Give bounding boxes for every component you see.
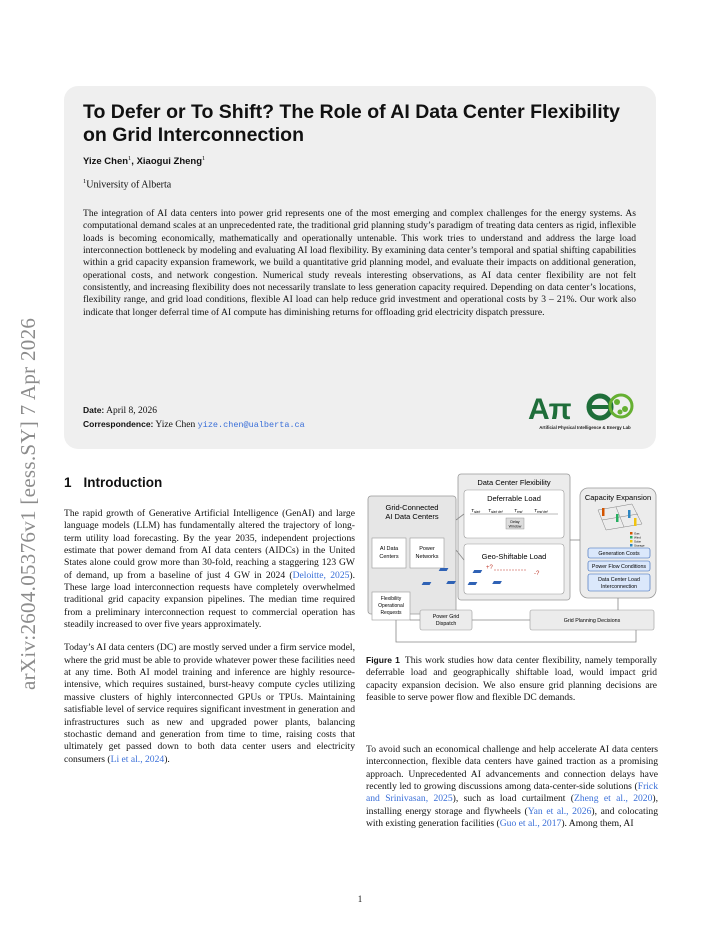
legend-swatch bbox=[630, 536, 633, 539]
paragraph-text: ), installing energy storage and flywheels ( bbox=[366, 793, 658, 817]
t-end-symbol: T bbox=[514, 509, 517, 514]
grid-connected-title: Grid-Connected bbox=[385, 503, 439, 512]
grid-connected-title: AI Data Centers bbox=[385, 512, 439, 521]
paragraph-text: ). Among them, AI bbox=[561, 818, 634, 830]
capacity-expansion-title: Capacity Expansion bbox=[584, 493, 652, 502]
t-start-symbol: T bbox=[471, 509, 474, 514]
author-name: Xiaogui Zheng bbox=[136, 156, 203, 168]
paragraph-text: Today’s AI data centers (DC) are mostly served under a firm service model, where the grid must be able to provide whatever power these facilities need at any time. Both AI model training and inference are highly resource-intensive, which requires sustained, burst-heavy compute cycles utilizing massive clusters of highly interconnected GPUs or TPUs. Maintaining satisfiable level of service requires significant investment in generation and infrastructures such as new and upgraded power plants, balancing stochastic demand and generation from time to time, raising costs that ultimately get passed down to both data center users and electricity consumers ( bbox=[64, 642, 355, 765]
legend-label: Storage bbox=[634, 543, 645, 548]
figure-1-diagram bbox=[366, 470, 658, 645]
affiliation-name: University of Alberta bbox=[86, 179, 172, 191]
affiliation bbox=[83, 178, 171, 190]
logo-wordmark: Aπ bbox=[528, 393, 571, 426]
t-end-def-sub: end def bbox=[536, 510, 548, 514]
intro-paragraph-2 bbox=[64, 642, 355, 765]
paragraph-text: To avoid such an economical challenge and help accelerate AI data centers interconnection, flexible data centers have gained traction as a promising approach. Unprecedented AI advancements and connection delays have recently led to growing discussions among data-center-side solutions ( bbox=[366, 744, 658, 793]
date-value: April 8, 2026 bbox=[106, 406, 158, 416]
page-number: 1 bbox=[357, 894, 363, 904]
logo-node-icon bbox=[618, 410, 623, 415]
section-heading bbox=[64, 475, 162, 490]
flexibility-requests-label: Flexibility bbox=[380, 596, 402, 602]
t-end-def-symbol: T bbox=[534, 509, 537, 514]
grid-planning-decisions-label: Grid Planning Decisions bbox=[563, 618, 621, 624]
t-start-sub: start bbox=[473, 510, 481, 514]
figure-label: Figure 1 bbox=[366, 655, 400, 665]
power-grid-dispatch-label: Power Grid bbox=[432, 614, 460, 620]
t-start-def-symbol: T bbox=[488, 509, 491, 514]
figure-1-caption bbox=[366, 654, 657, 704]
intro-paragraph-3 bbox=[366, 744, 658, 830]
date-label: Date: bbox=[83, 405, 105, 415]
paragraph-text: ), and colocating with existing generation facilities ( bbox=[366, 805, 658, 830]
citation-link[interactable]: Frick and Srinivasan, 2025 bbox=[366, 781, 658, 805]
gen-bar-icon bbox=[616, 514, 619, 522]
paragraph-text: ), such as load curtailment ( bbox=[452, 793, 574, 805]
legend-label: Gas bbox=[634, 531, 640, 536]
shift-plus-marker: +? bbox=[486, 565, 493, 571]
intro-paragraph-1 bbox=[64, 508, 355, 631]
power-networks-label: Networks bbox=[415, 554, 439, 560]
section-title: Introduction bbox=[83, 475, 163, 490]
author-list: Yize Chen$^1$, Xiaogui Zheng$^1$ bbox=[83, 155, 206, 168]
right-column bbox=[366, 744, 658, 830]
section-number: 1 bbox=[64, 475, 72, 490]
citation-link[interactable]: Deloitte, 2025 bbox=[292, 569, 350, 581]
abstract: The integration of AI data centers into power grid represents one of the most emerging and complex challenges for the energy systems. As computational demand scales at an unprecedented rate, the traditional grid planning study’s paradigm of treating data centers as rigid, inflexible loads is becoming economically, mathematically and operationally untenable. This work tries to understand and address the large load interconnection bottleneck by modeling and evaluating AI load flexibility. By examining data center’s temporal and spatial shifting capabilities within a grid capacity expansion framework, we build a quantitative grid planning model, and evaluate their impacts on additional generation, operational costs, and network congestion. Numerical study reveals interesting observations, as AI data center flexibility are not felt consistently, and increasing flexibility does not necessarily translate to less generation capacity required. Depending on data center’s locations, flexibility range, and grid load conditions, flexible AI load can help reduce grid investment and operational costs by 3 – 21%. Our work also indicate that longer deferral time of AI compute has diminishing returns for offloading grid electricity dispatch pressure. bbox=[83, 208, 636, 318]
power-grid-dispatch-label: Dispatch bbox=[435, 621, 457, 627]
logo-node-icon bbox=[614, 399, 620, 405]
deferrable-load-title: Deferrable Load bbox=[487, 494, 541, 503]
paper-title: To Defer or To Shift? The Role of AI Data Center Flexibility on Grid Interconnection bbox=[83, 101, 621, 146]
author-name: Yize Chen bbox=[83, 156, 129, 168]
power-networks-label: Power bbox=[419, 546, 435, 552]
delay-window-label: Delay bbox=[510, 520, 520, 524]
correspondence-label: Correspondence: bbox=[83, 419, 154, 429]
arxiv-identifier: arXiv:2604.05376v1 [eess.SY] 7 Apr 2026 bbox=[16, 317, 40, 690]
dc-load-interconnection-label: Data Center Load bbox=[598, 577, 640, 583]
ai-dc-box bbox=[372, 538, 406, 568]
power-flow-label: Power Flow Conditions bbox=[591, 564, 647, 570]
correspondence-line bbox=[83, 419, 305, 430]
paragraph-text: The rapid growth of Generative Artificial Intelligence (GenAI) and large language models (LLM) has fundamentally altered the trajectory of long-term utility load forecasting. By the year 2035, independent projections estimate that power demand from AI data centers (AIDCs) in the United States alone could grow more than 30-fold, reaching a staggering 123 GW of demand, up from a baseline of just 4 GW in 2024 ( bbox=[64, 508, 355, 581]
power-networks-box bbox=[410, 538, 444, 568]
generation-costs-label: Generation Costs bbox=[598, 551, 640, 557]
legend-swatch bbox=[630, 532, 633, 535]
correspondence-email[interactable]: yize.chen@ualberta.ca bbox=[197, 420, 305, 430]
delay-window-label: Window bbox=[508, 524, 522, 529]
dc-flexibility-title: Data Center Flexibility bbox=[477, 478, 551, 487]
author-affil-mark: 1 bbox=[202, 155, 206, 162]
gen-bar-icon bbox=[634, 518, 637, 526]
ai-dc-label: AI Data bbox=[379, 546, 399, 552]
legend-label: Solar bbox=[634, 539, 642, 544]
figure-caption-text: This work studies how data center flexibility, namely temporally deferrable load and geographically shiftable load, would impact grid capacity expansion decision. We also ensure grid planning decisions are feasible to serve power flow and flexible DC demands. bbox=[366, 656, 658, 703]
t-end-sub: end bbox=[516, 510, 523, 514]
gen-bar-icon bbox=[628, 510, 631, 518]
gen-bar-icon bbox=[602, 508, 605, 516]
logo-caption: Artificial Physical Intelligence & Energy Lab bbox=[539, 425, 631, 430]
power-grid-dispatch-box bbox=[420, 610, 472, 630]
author-affil-mark: 1 bbox=[128, 155, 132, 162]
shift-minus-marker: -? bbox=[534, 571, 540, 577]
legend-label: Wind bbox=[634, 535, 641, 540]
paragraph-text: ). bbox=[164, 753, 170, 765]
logo-node-icon bbox=[622, 406, 628, 412]
flexibility-requests-label: Operational bbox=[378, 603, 404, 609]
left-column bbox=[64, 508, 355, 766]
citation-link[interactable]: Yan et al., 2026 bbox=[527, 805, 592, 817]
date-line bbox=[83, 405, 157, 416]
citation-link[interactable]: Li et al., 2024 bbox=[110, 753, 165, 765]
citation-link[interactable]: Guo et al., 2017 bbox=[499, 818, 562, 830]
legend-swatch bbox=[630, 544, 633, 547]
legend-swatch bbox=[630, 540, 633, 543]
correspondence-name: Yize Chen bbox=[155, 420, 196, 430]
ai-dc-label: Centers bbox=[379, 554, 399, 560]
geo-shiftable-title: Geo-Shiftable Load bbox=[481, 552, 547, 561]
affiliation-number: 1 bbox=[83, 178, 87, 185]
dc-load-interconnection-label: Interconnection bbox=[600, 584, 638, 590]
citation-link[interactable]: Zheng et al., 2020 bbox=[574, 793, 653, 805]
paragraph-text: ). These large load interconnection requests have completely overwhelmed traditional grid capacity expansion pipelines. The median time required from a preliminary interconnection request to commercial operation has steadily increased to over five years approximately. bbox=[64, 569, 356, 631]
t-start-def-sub: start def bbox=[490, 510, 503, 514]
flexibility-requests-label: Requests bbox=[380, 610, 402, 616]
